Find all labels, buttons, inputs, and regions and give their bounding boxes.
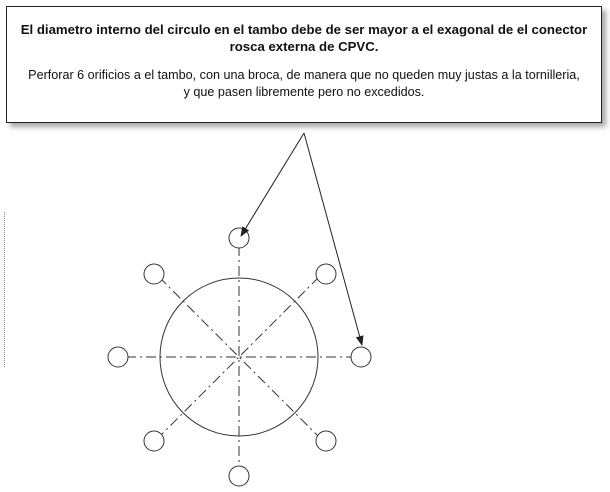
hole-right xyxy=(351,347,371,367)
hole-top-left xyxy=(144,264,164,284)
hole-bottom-left xyxy=(144,431,164,451)
hole-top xyxy=(229,228,249,248)
hole-bottom-right xyxy=(316,431,336,451)
callout-title-line-1: El diametro interno del circulo en el tambo debe de ser mayor a el exagonal de el conector xyxy=(20,22,588,37)
callout-body xyxy=(15,67,593,101)
callout-arrow-to-top-hole xyxy=(241,133,304,236)
hole-left xyxy=(108,347,128,367)
callout-arrow-to-right-hole xyxy=(304,133,362,345)
callout-body-line-2: y que pasen libremente pero no excedidos. xyxy=(183,85,425,99)
hole-bottom xyxy=(229,466,249,486)
callout-body-line-1: Perforar 6 orificios a el tambo, con una broca, de manera que no queden muy justas a la tornilleria, xyxy=(28,68,580,82)
instruction-callout xyxy=(6,6,602,123)
hole-top-right xyxy=(316,264,336,284)
callout-title-line-2: rosca externa de CPVC. xyxy=(229,39,379,54)
callout-title xyxy=(15,21,593,55)
